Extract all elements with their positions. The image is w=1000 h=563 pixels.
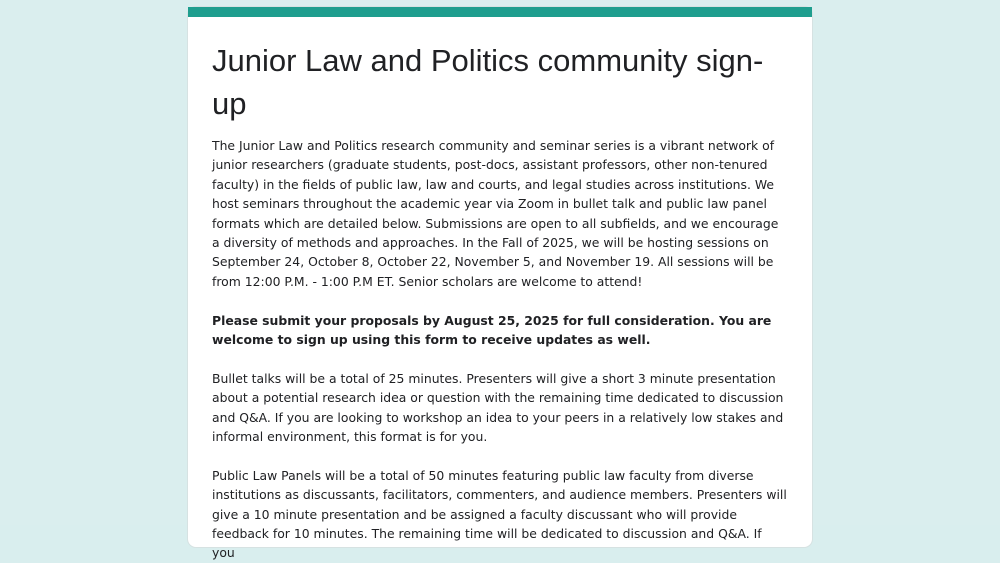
form-accent-bar xyxy=(188,7,812,17)
form-description-intro: The Junior Law and Politics research community and seminar series is a vibrant network of junior researchers (graduate students, post-docs, assistant professors, other non-tenured faculty) in the fields of public law, law and courts, and legal studies across institutions. We host seminars throughout the academic year via Zoom in bullet talk and public law panel formats which are detailed below. Submissions are open to all subfields, and we encourage a diversity of methods and approaches. In the Fall of 2025, we will be hosting sessions on September 24, October 8, October 22, November 5, and November 19. All sessions will be from 12:00 P.M. - 1:00 P.M ET. Senior scholars are welcome to attend! xyxy=(212,138,779,289)
form-description-public-law-panels: Public Law Panels will be a total of 50 minutes featuring public law faculty from diverse institutions as discussants, facilitators, commenters, and audience members. Presenters will give a 10 minute presentation and be assigned a faculty discussant who will provide feedback for 10 minutes. The remaining time will be dedicated to discussion and Q&A. If you xyxy=(212,467,787,561)
form-description-bullet-talks: Bullet talks will be a total of 25 minutes. Presenters will give a short 3 minute presentation about a potential research idea or question with the remaining time dedicated to discussion and Q&A. If you are looking to workshop an idea to your peers in a relatively low stakes and informal environment, this format is for you. xyxy=(212,370,784,445)
form-header xyxy=(188,17,812,563)
form-card xyxy=(188,7,812,561)
form-description-deadline: Please submit your proposals by August 25, 2025 for full consideration. You are welcome to sign up using this form to receive updates as well. xyxy=(212,312,772,348)
form-title: Junior Law and Politics community sign-up xyxy=(212,43,764,121)
